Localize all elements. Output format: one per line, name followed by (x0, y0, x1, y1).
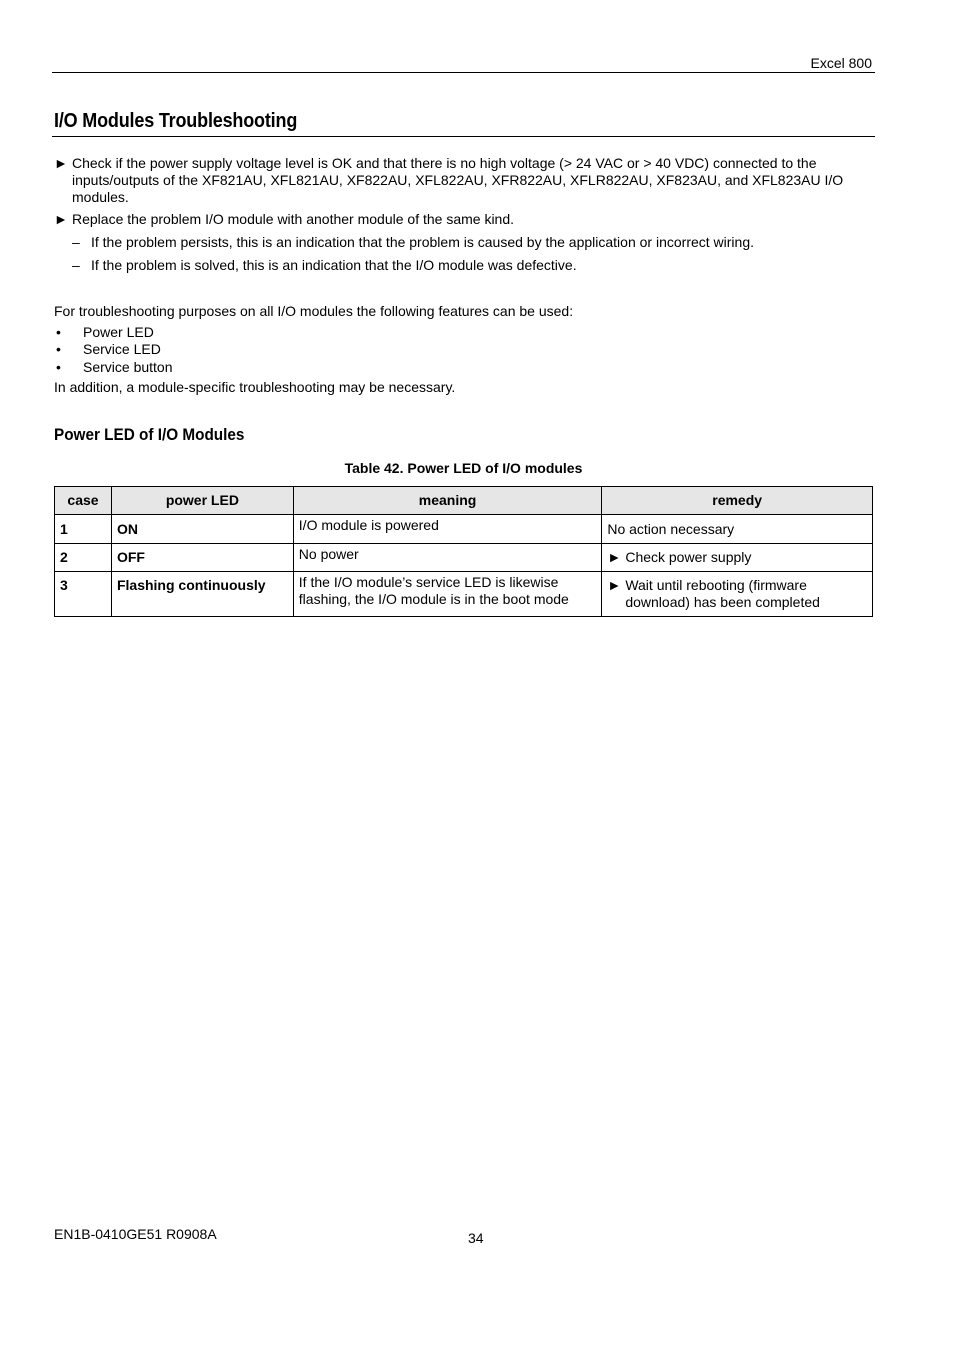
cell-remedy: No action necessary (602, 515, 873, 544)
step-text: Check if the power supply voltage level is OK and that there is no high voltage (> 24 VAC or > 40 VDC) connected to the inputs/outputs of the XF821AU, XFL821AU, XF822AU, XFL822AU, XFR822AU, XFLR822AU, XF823AU, and XFL823AU I/O modules. (72, 155, 844, 205)
arrow-icon: ► (54, 155, 68, 171)
table-caption: Table 42. Power LED of I/O modules (344, 460, 583, 476)
feature-item (54, 324, 154, 341)
addition-note: In addition, a module-specific troubleshooting may be necessary. (54, 379, 456, 395)
header-remedy: remedy (602, 487, 873, 515)
cell-meaning: If the I/O module’s service LED is likewise flashing, the I/O module is in the boot mode (293, 572, 602, 617)
header-power-led: power LED (111, 487, 293, 515)
cell-meaning: No power (293, 544, 602, 572)
cell-case: 3 (55, 572, 112, 617)
remedy-item (607, 549, 867, 566)
arrow-icon: ► (607, 577, 622, 593)
header-title: Excel 800 (810, 55, 872, 71)
feature-text: Service button (83, 359, 173, 375)
cell-case: 2 (55, 544, 112, 572)
header-meaning: meaning (293, 487, 602, 515)
sub-step-problem-solved (72, 257, 872, 274)
table-row (55, 544, 873, 572)
cell-meaning: I/O module is powered (293, 515, 602, 544)
bullet-icon: • (56, 324, 61, 340)
footer-page-number: 34 (468, 1230, 484, 1246)
power-led-table (54, 486, 873, 617)
step-replace-module (54, 211, 874, 228)
cell-case: 1 (55, 515, 112, 544)
cell-power-led: OFF (111, 544, 293, 572)
cell-remedy (602, 572, 873, 617)
dash-icon: – (72, 257, 80, 273)
remedy-text: Wait until rebooting (firmware download) has been completed (625, 577, 820, 610)
dash-icon: – (72, 234, 80, 250)
header-case: case (55, 487, 112, 515)
arrow-icon: ► (54, 211, 68, 227)
feature-text: Power LED (83, 324, 154, 340)
remedy-text: Check power supply (625, 549, 752, 565)
header-rule (52, 72, 875, 73)
bullet-icon: • (56, 341, 61, 357)
cell-remedy (602, 544, 873, 572)
footer-doc-id: EN1B-0410GE51 R0908A (54, 1226, 217, 1242)
feature-item (54, 359, 173, 376)
cell-power-led: ON (111, 515, 293, 544)
sub-step-problem-persists (72, 234, 872, 251)
section-rule (52, 136, 875, 137)
cell-power-led: Flashing continuously (111, 572, 293, 617)
step-text: Replace the problem I/O module with another module of the same kind. (72, 211, 515, 227)
step-check-voltage (54, 155, 874, 206)
features-intro: For troubleshooting purposes on all I/O modules the following features can be used: (54, 303, 574, 319)
section-title: I/O Modules Troubleshooting (54, 110, 298, 132)
subsection-title: Power LED of I/O Modules (54, 425, 245, 444)
feature-item (54, 341, 161, 358)
remedy-item (607, 577, 867, 611)
table-row (55, 515, 873, 544)
table-header-row (55, 487, 873, 515)
arrow-icon: ► (607, 549, 622, 565)
feature-text: Service LED (83, 341, 161, 357)
sub-step-text: If the problem persists, this is an indication that the problem is caused by the application or incorrect wiring. (91, 234, 754, 250)
sub-step-text: If the problem is solved, this is an indication that the I/O module was defective. (91, 257, 577, 273)
bullet-icon: • (56, 359, 61, 375)
table-row (55, 572, 873, 617)
